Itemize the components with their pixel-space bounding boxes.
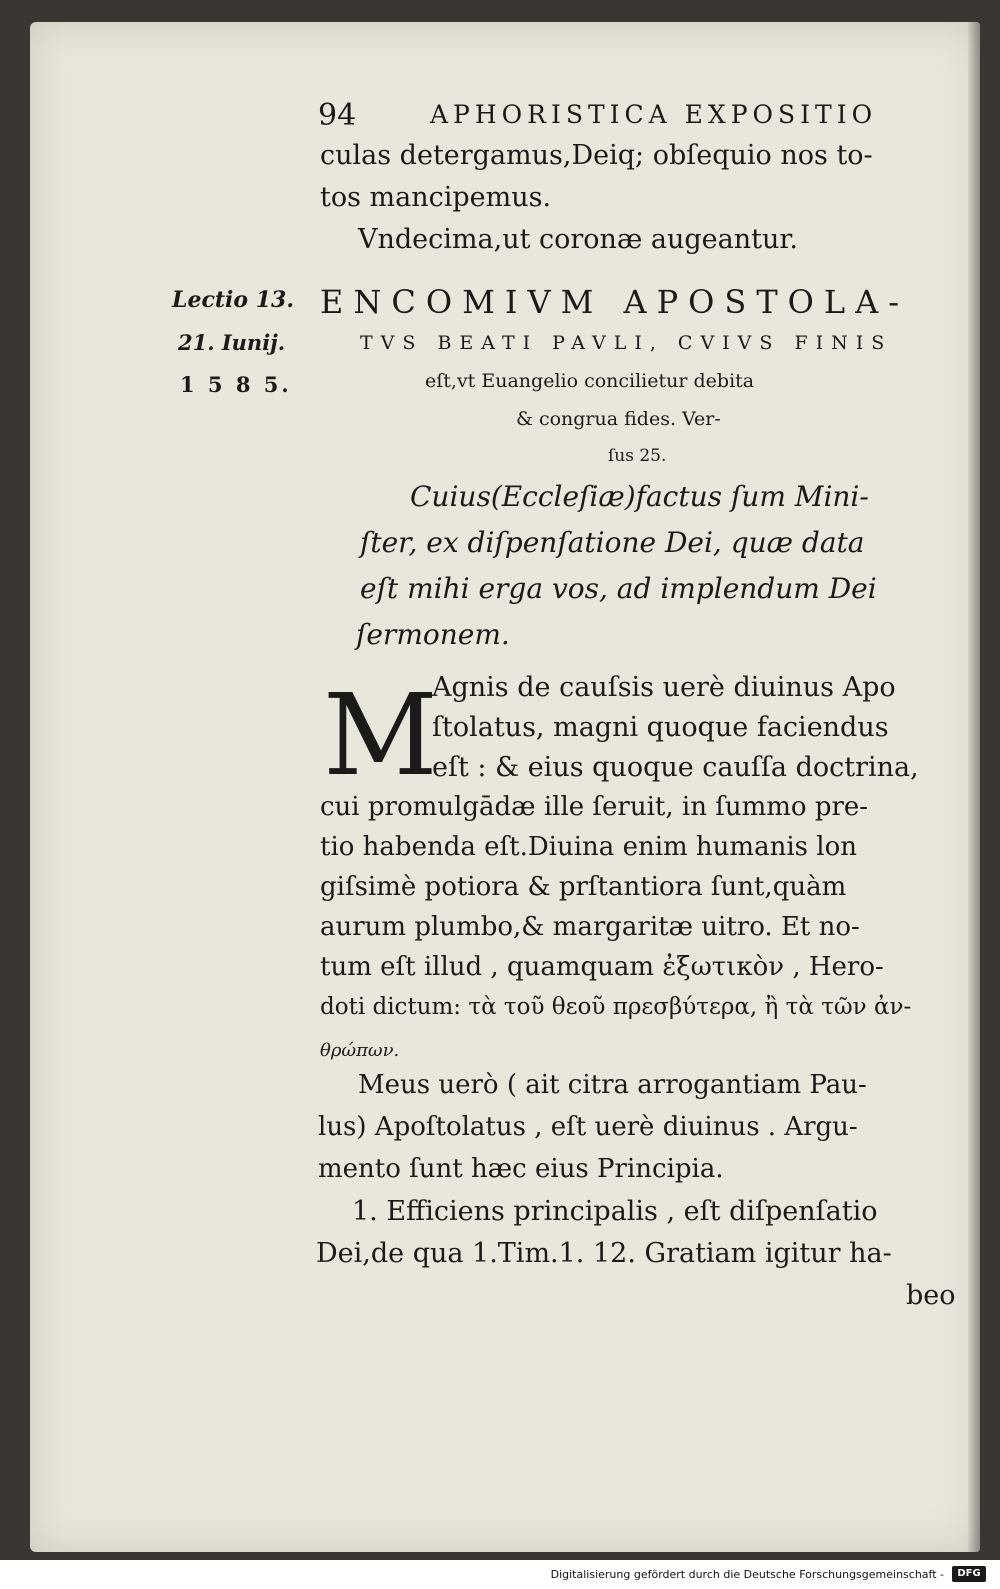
text-line-1: culas detergamus,Deiq; obſequio nos to-: [320, 140, 873, 171]
paragraph-3-line-2: Dei,de qua 1.Tim.1. 12. Gratiam igitur ha-: [316, 1238, 892, 1269]
paragraph-1-line-5: tio habenda eſt.Diuina enim humanis lon: [320, 832, 857, 862]
page-number: 94: [318, 98, 357, 133]
verse-line-2: ſter, ex diſpenſatione Dei, quæ data: [360, 526, 865, 559]
running-title: APHORISTICA EXPOSITIO: [430, 100, 878, 129]
section-heading-line-3: eſt,vt Euangelio concilietur debita: [425, 370, 755, 392]
paragraph-1-line-7: aurum plumbo,& margaritæ uitro. Et no-: [320, 912, 860, 942]
paragraph-1-line-8: tum eſt illud , quamquam ἐξωτικὸν , Hero-: [320, 952, 884, 982]
paragraph-2-line-2: lus) Apoſtolatus , eſt uerè diuinus . Argu-: [318, 1112, 858, 1142]
section-heading-line-1: ENCOMIVM APOSTOLA-: [320, 283, 910, 321]
paragraph-1-line-9: doti dictum: τὰ τοῦ θεοῦ πρεσβύτερα, ἢ τὰ τῶν ἀν-: [320, 994, 912, 1020]
paragraph-1-line-6: giſsimè potiora & prſtantiora ſunt,quàm: [320, 872, 847, 902]
digitization-footer: [0, 1560, 1000, 1589]
paragraph-2-line-1: Meus uerò ( ait citra arrogantiam Pau-: [358, 1070, 867, 1100]
text-line-2: tos mancipemus.: [320, 182, 552, 213]
paragraph-1-line-10: θρώπων.: [320, 1040, 400, 1061]
paragraph-1-line-4: cui promulgādæ ille ſeruit, in ſummo pre-: [320, 792, 869, 822]
dfg-logo-icon: DFG: [952, 1566, 986, 1582]
paragraph-2-line-3: mento ſunt hæc eius Principia.: [318, 1154, 724, 1184]
paragraph-3-line-1: 1. Efficiens principalis , eſt diſpenſatio: [352, 1196, 878, 1227]
margin-note-date: 21. Iunij.: [178, 330, 286, 355]
paragraph-1-line-2: ſtolatus, magni quoque faciendus: [432, 712, 889, 743]
footer-credit: Digitalisierung gefördert durch die Deutsche Forschungsgemeinschaft -: [550, 1568, 944, 1581]
section-heading-line-2: TVS BEATI PAVLI, CVIVS FINIS: [360, 332, 893, 354]
verse-line-3: eſt mihi erga vos, ad implendum Dei: [360, 572, 877, 605]
text-line-3: Vndecima,ut coronæ augeantur.: [358, 224, 798, 255]
verse-line-1: Cuius(Eccleſiæ)factus ſum Mini-: [410, 480, 869, 513]
section-heading-line-4: & congrua fides. Ver-: [516, 408, 721, 430]
catchword: beo: [906, 1280, 956, 1311]
page-edge-shadow: [968, 22, 980, 1552]
margin-note-year: 1 5 8 5.: [180, 372, 292, 397]
margin-note-lectio: Lectio 13.: [172, 287, 294, 313]
drop-cap-initial: M: [323, 671, 438, 801]
paragraph-1-line-3: eſt : & eius quoque cauſſa doctrina,: [432, 752, 919, 783]
paragraph-1-line-1: Agnis de cauſsis uerè diuinus Apo: [432, 672, 896, 703]
section-heading-line-5: ſus 25.: [608, 446, 667, 466]
verse-line-4: ſermonem.: [356, 618, 510, 651]
